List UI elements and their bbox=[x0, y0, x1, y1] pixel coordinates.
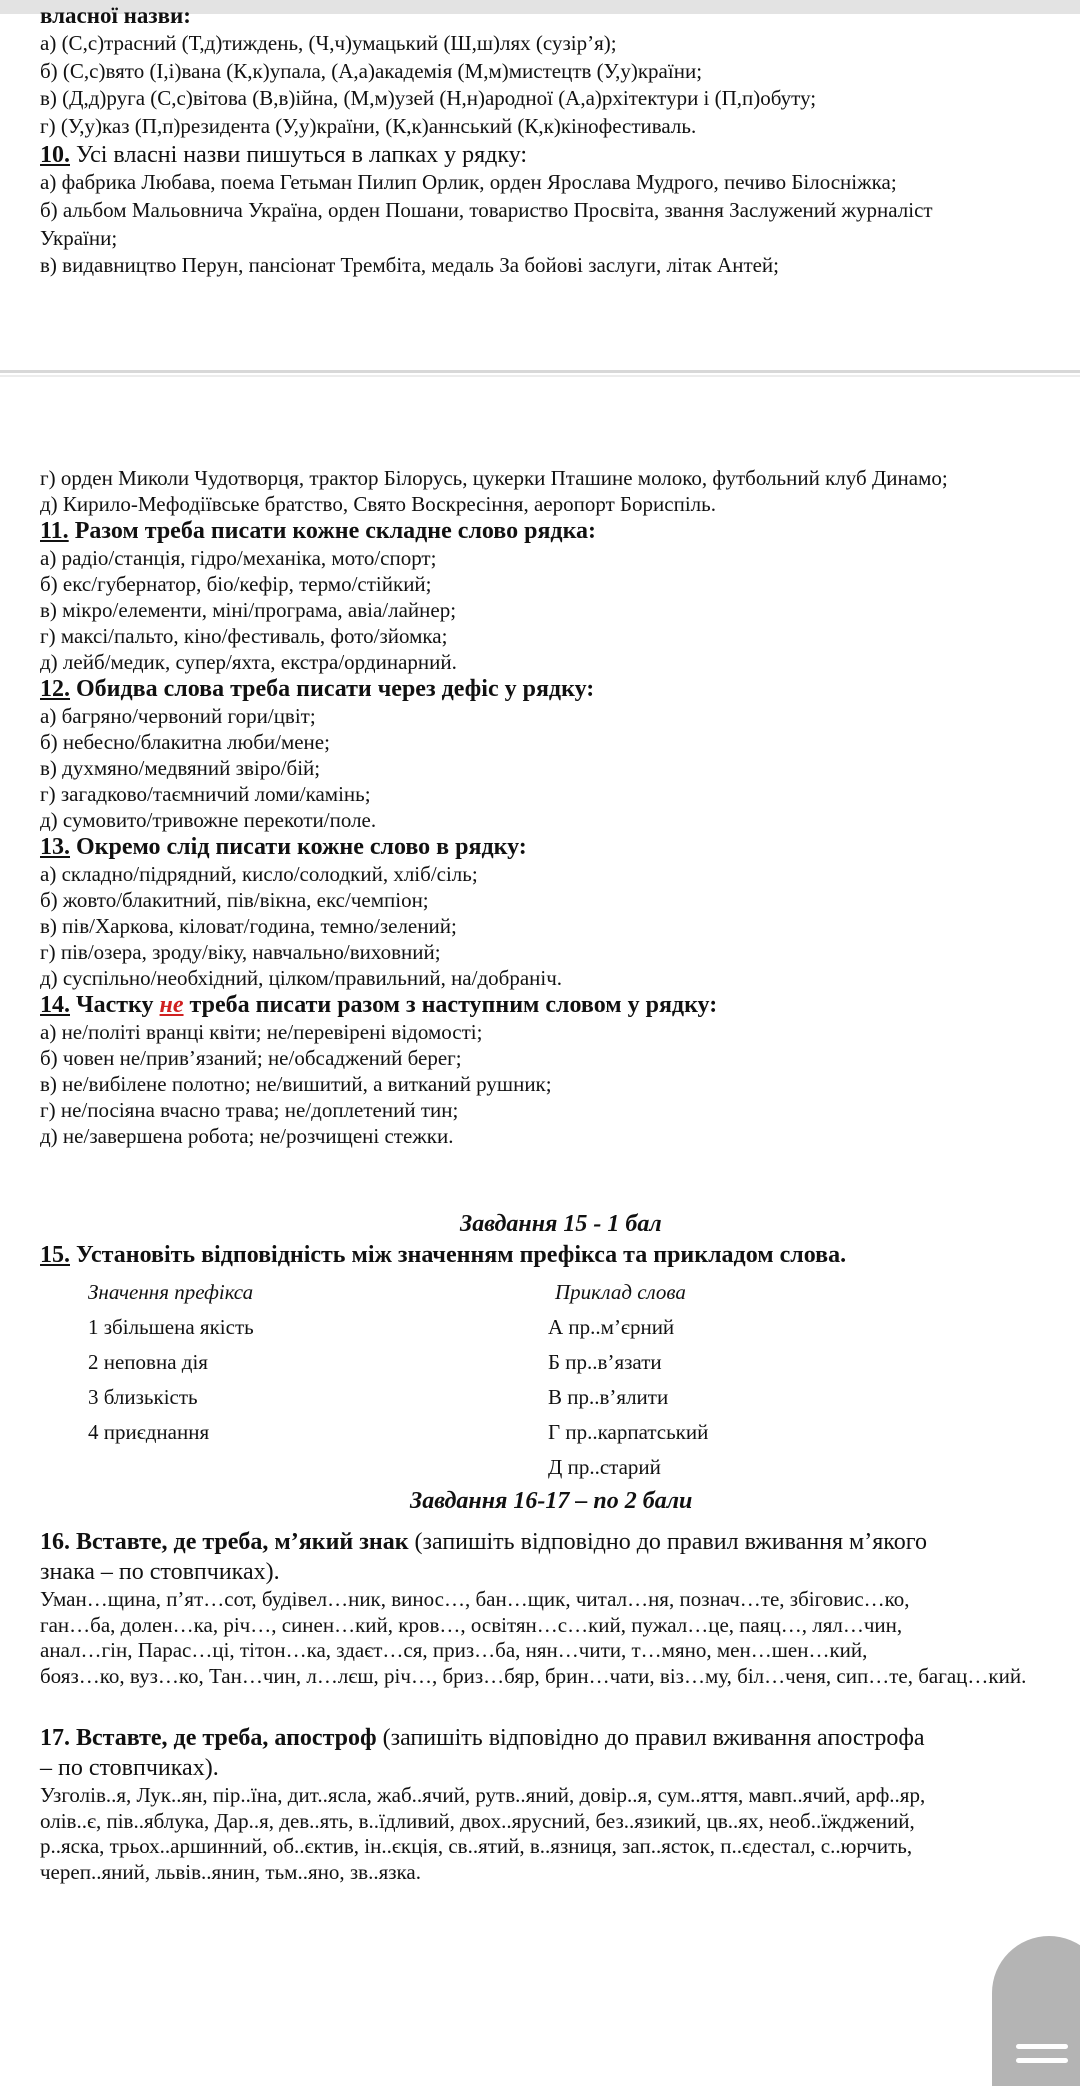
question-12-title: 12. Обидва слова треба писати через дефіс у рядку: bbox=[40, 676, 595, 702]
q12-option: б) небесно/блакитна люби/мене; bbox=[40, 730, 330, 754]
question-13-title: 13. Окремо слід писати кожне слово в рядку: bbox=[40, 834, 527, 860]
q14-option: в) не/вибілене полотно; не/вишитий, а витканий рушник; bbox=[40, 1072, 552, 1096]
q11-option: в) мікро/елементи, міні/програма, авіа/лайнер; bbox=[40, 598, 457, 622]
page-separator bbox=[0, 318, 1080, 394]
q11-option: б) екс/губернатор, біо/кефір, термо/стійкий; bbox=[40, 572, 432, 596]
q14-option: б) човен не/прив’язаний; не/обсаджений берег; bbox=[40, 1046, 462, 1070]
option-b: б) (С,с)вято (І,і)вана (К,к)упала, (А,а)академія (М,м)мистецтв (У,у)країни; bbox=[40, 58, 703, 83]
q13-option: а) складно/підрядний, кисло/солодкий, хліб/сіль; bbox=[40, 862, 478, 886]
q13-option: д) суспільно/необхідний, цілком/правильний, на/добраніч. bbox=[40, 966, 563, 990]
question-15-title: 15. Установіть відповідність між значенням префікса та прикладом слова. bbox=[40, 1242, 847, 1268]
q15-right-item: В пр..в’ялити bbox=[548, 1385, 669, 1409]
q17-words-line: р..яска, трьох..аршинний, об..єктив, ін..єкція, св..ятий, в..язниця, зап..ясток, п..єдестал, с..юрчить, bbox=[40, 1834, 913, 1858]
q15-right-item: Д пр..старий bbox=[548, 1455, 661, 1479]
menu-fab-button[interactable] bbox=[992, 1936, 1080, 2086]
q15-left-item: 2 неповна дія bbox=[88, 1350, 208, 1374]
section-heading-16-17: Завдання 16-17 – по 2 бали bbox=[410, 1488, 693, 1514]
q11-option: г) максі/пальто, кіно/фестиваль, фото/зйомка; bbox=[40, 624, 448, 648]
q17-words-line: олів..є, пів..яблука, Дар..я, дев..ять, в..їдливий, двох..ярусний, без..язикий, цв..ях, необ..їжджений, bbox=[40, 1808, 915, 1833]
section-heading-15: Завдання 15 - 1 бал bbox=[460, 1211, 662, 1237]
q17-words-line: череп..яний, львів..янин, тьм..яно, зв..язка. bbox=[40, 1859, 421, 1884]
q14-option: а) не/політі вранці квіти; не/перевірені відомості; bbox=[40, 1020, 483, 1044]
q12-option: г) загадково/таємничий ломи/камінь; bbox=[40, 782, 371, 806]
q15-left-item: 4 приєднання bbox=[88, 1420, 210, 1444]
q15-left-item: 3 близькість bbox=[88, 1385, 198, 1409]
q12-option: д) сумовито/тривожне перекоти/поле. bbox=[40, 808, 377, 832]
q14-option: г) не/посіяна вчасно трава; не/доплетений тин; bbox=[40, 1098, 459, 1122]
q17-title: 17. Вставте, де треба, апостроф (запишіть відповідно до правил вживання апострофа bbox=[40, 1725, 925, 1751]
q16-words-line: ган…ба, долен…ка, річ…, синен…кий, кров…, освітян…с…кий, пужал…це, паяц…, лял…чин, bbox=[40, 1612, 903, 1637]
heading-fragment: власної назви: bbox=[40, 3, 191, 28]
q15-left-header: Значення префікса bbox=[88, 1280, 254, 1304]
q11-option: а) радіо/станція, гідро/механіка, мото/спорт; bbox=[40, 546, 437, 570]
q16-title-cont: знака – по стовпчиках). bbox=[40, 1559, 280, 1585]
option-d: г) (У,у)каз (П,п)резидента (У,у)країни, (К,к)аннський (К,к)кінофестиваль. bbox=[40, 114, 697, 139]
q10-option-b: б) альбом Мальовнича Україна, орден Пошани, товариство Просвіта, звання Заслужений журналіст bbox=[40, 197, 933, 222]
page-2-content bbox=[40, 465, 1080, 1149]
q12-option: в) духмяно/медвяний звіро/бій; bbox=[40, 756, 321, 780]
q13-option: г) пів/озера, зроду/віку, навчально/виховний; bbox=[40, 940, 441, 964]
q14-option: д) не/завершена робота; не/розчищені стежки. bbox=[40, 1124, 454, 1148]
q11-option: д) лейб/медик, супер/яхта, екстра/ординарний. bbox=[40, 650, 457, 674]
q15-right-item: Г пр..карпатський bbox=[548, 1420, 709, 1444]
option-c: в) (Д,д)руга (С,с)вітова (В,в)ійна, (М,м)узей (Н,н)ародної (А,а)рхітектури і (П,п)обуту; bbox=[40, 86, 817, 111]
q16-title: 16. Вставте, де треба, м’який знак (запишіть відповідно до правил вживання м’якого bbox=[40, 1529, 927, 1555]
q16-words-line: бояз…ко, вуз…ко, Тан…чин, л…лєш, річ…, бриз…бяр, брин…чати, віз…му, біл…ченя, сип…те, багац…кий. bbox=[40, 1663, 1027, 1688]
question-15 bbox=[40, 1241, 1080, 1269]
q15-right-header: Приклад слова bbox=[555, 1280, 686, 1304]
q17-words-line: Узголів..я, Лук..ян, пір..їна, дит..ясла, жаб..ячий, рутв..яний, довір..я, сум..яття, мавп..ячий, арф..яр, bbox=[40, 1783, 926, 1807]
question-14-title: 14. Частку не треба писати разом з наступним словом у рядку: bbox=[40, 992, 718, 1018]
question-10-title: 10. Усі власні назви пишуться в лапках у рядку: bbox=[40, 141, 528, 168]
page-1-content bbox=[40, 2, 1080, 280]
q15-left-item: 1 збільшена якість bbox=[88, 1315, 254, 1339]
question-17 bbox=[40, 1723, 1080, 1885]
q13-option: в) пів/Харкова, кіловат/година, темно/зелений; bbox=[40, 914, 457, 938]
q10-option-c: в) видавництво Перун, пансіонат Трембіта, медаль За бойові заслуги, літак Антей; bbox=[40, 253, 780, 278]
q17-title-cont: – по стовпчиках). bbox=[40, 1755, 219, 1781]
q15-right-item: А пр..м’єрний bbox=[548, 1315, 675, 1339]
q12-option: а) багряно/червоний гори/цвіт; bbox=[40, 704, 316, 728]
q16-words-line: Уман…щина, п’ят…сот, будівел…ник, винос…, бан…щик, читал…ня, познач…те, збіговис…ко, bbox=[40, 1587, 910, 1611]
q15-right-item: Б пр..в’язати bbox=[548, 1350, 662, 1374]
q10-option-a: а) фабрика Любава, поема Гетьман Пилип Орлик, орден Ярослава Мудрого, печиво Білосніжка; bbox=[40, 169, 897, 194]
question-11-title: 11. Разом треба писати кожне складне слово рядка: bbox=[40, 518, 597, 544]
option-a: а) (С,с)трасний (Т,д)тиждень, (Ч,ч)умацький (Ш,ш)лях (сузір’я); bbox=[40, 30, 617, 55]
q10-option-b-cont: України; bbox=[40, 225, 118, 250]
menu-icon bbox=[1016, 2044, 1068, 2049]
question-16 bbox=[40, 1527, 1080, 1689]
q13-option: б) жовто/блакитний, пів/вікна, екс/чемпіон; bbox=[40, 888, 429, 912]
q16-words-line: анал…гін, Парас…ці, тітон…ка, здаєт…ся, приз…ба, нян…чити, т…мяно, мен…шен…кий, bbox=[40, 1638, 868, 1662]
highlighted-particle: не bbox=[159, 992, 184, 1018]
q10-option-d: г) орден Миколи Чудотворця, трактор Білорусь, цукерки Пташине молоко, футбольний клуб Динамо; bbox=[40, 466, 948, 490]
q10-option-e: д) Кирило-Мефодіївське братство, Свято Воскресіння, аеропорт Бориспіль. bbox=[40, 492, 716, 516]
